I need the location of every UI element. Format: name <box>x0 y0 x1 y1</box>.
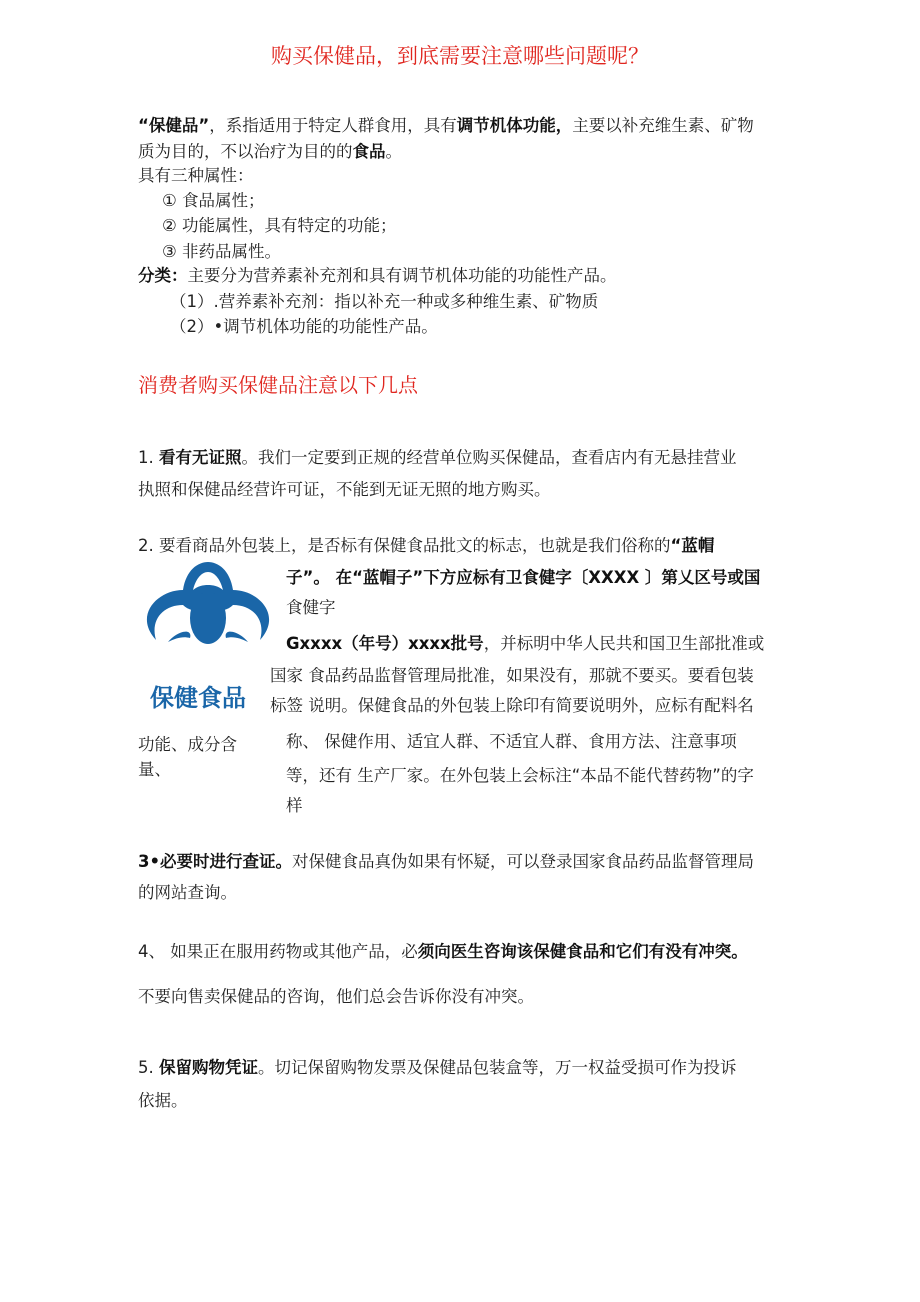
attributes-label: 具有三种属性： <box>138 166 254 185</box>
attribute-item: ① 食品属性； <box>162 191 265 210</box>
text: 2. 要看商品外包装上，是否标有保健食品批文的标志，也就是我们俗称的 <box>138 536 671 555</box>
point-3-line-1 <box>138 850 754 874</box>
text: ，并标明中华人民共和国卫生部批准或 <box>483 634 765 653</box>
point-5-line-2: 依据。 <box>138 1091 188 1110</box>
point-2-line-7: 称、 保健作用、适宜人群、不适宜人群、食用方法、注意事项 <box>286 732 737 751</box>
text: 质为目的，不以治疗为目的的 <box>138 142 353 161</box>
bold-text: 保留购物凭证 <box>159 1058 258 1077</box>
point-5-line-1 <box>138 1056 737 1080</box>
number: 1. <box>138 448 159 467</box>
point-2-line-1 <box>138 534 714 558</box>
blue-hat-logo-icon <box>138 560 278 655</box>
definition-line-2 <box>138 140 402 164</box>
text: 对保健食品真伪如果有怀疑，可以登录国家食品药品监督管理局 <box>292 852 755 871</box>
point-2-line-6: 标签 说明。保健食品的外包装上除印有简要说明外，应标有配料名 <box>270 696 754 715</box>
point-2-line-3: 食健字 <box>286 598 336 617</box>
text: ，系指适用于特定人群食用，具有 <box>209 116 457 135</box>
attribute-item: ③ 非药品属性。 <box>162 242 282 261</box>
text: 主要以补充维生素、矿物 <box>572 116 754 135</box>
point-3-line-2: 的网站查询。 <box>138 883 237 902</box>
class-item: （2）•调节机体功能的功能性产品。 <box>170 317 438 336</box>
text: 。 <box>385 142 402 161</box>
point-1-line-1 <box>138 446 737 470</box>
bold-text: 分类： <box>138 266 188 285</box>
point-2-line-8: 等，还有 生产厂家。在外包装上会标注“本品不能代替药物”的字 <box>286 766 754 785</box>
point-1-line-2: 执照和保健品经营许可证，不能到无证无照的地方购买。 <box>138 480 551 499</box>
section-heading: 消费者购买保健品注意以下几点 <box>138 373 418 397</box>
bold-text: Gxxxx（年号）xxxx批号 <box>286 634 484 653</box>
text: 主要分为营养素补充剂和具有调节机体功能的功能性产品。 <box>187 266 617 285</box>
text: 。切记保留购物发票及保健品包装盒等，万一权益受损可作为投诉 <box>258 1058 737 1077</box>
class-item: （1）.营养素补充剂：指以补充一种或多种维生素、矿物质 <box>170 292 599 311</box>
side-text-1: 功能、成分含 <box>138 735 237 754</box>
bold-text: “蓝帽 <box>670 536 715 555</box>
point-2-line-4 <box>286 632 764 656</box>
text: 4、 如果正在服用药物或其他产品，必 <box>138 942 418 961</box>
point-2-line-5: 国家 食品药品监督管理局批准，如果没有，那就不要买。要看包装 <box>270 666 754 685</box>
point-4-line-2: 不要向售卖保健品的咨询，他们总会告诉你没有冲突。 <box>138 987 534 1006</box>
definition-line-1 <box>138 114 754 138</box>
text: 。我们一定要到正规的经营单位购买保健品，查看店内有无悬挂营业 <box>241 448 737 467</box>
point-2-line-2: 子”。 在“蓝帽子”下方应标有卫食健字〔XXXX 〕第乂区号或国 <box>286 568 761 587</box>
bold-text: 食品 <box>352 142 386 161</box>
bold-text: 3•必要时进行查证。 <box>138 852 293 871</box>
bold-text: 看有无证照 <box>159 448 242 467</box>
side-text-2: 量、 <box>138 760 171 779</box>
number: 5. <box>138 1058 159 1077</box>
point-2-line-9: 样 <box>286 796 303 815</box>
bold-text: 调节机体功能， <box>456 116 573 135</box>
term: “保健品” <box>138 116 210 135</box>
attribute-item: ② 功能属性，具有特定的功能； <box>162 216 397 235</box>
logo-text: 保健食品 <box>150 684 246 712</box>
classification-line <box>138 264 617 288</box>
doc-title: 购买保健品，到底需要注意哪些问题呢？ <box>271 44 649 68</box>
point-4-line-1 <box>138 940 748 964</box>
bold-text: 须向医生咨询该保健食品和它们有没有冲突。 <box>417 942 748 961</box>
